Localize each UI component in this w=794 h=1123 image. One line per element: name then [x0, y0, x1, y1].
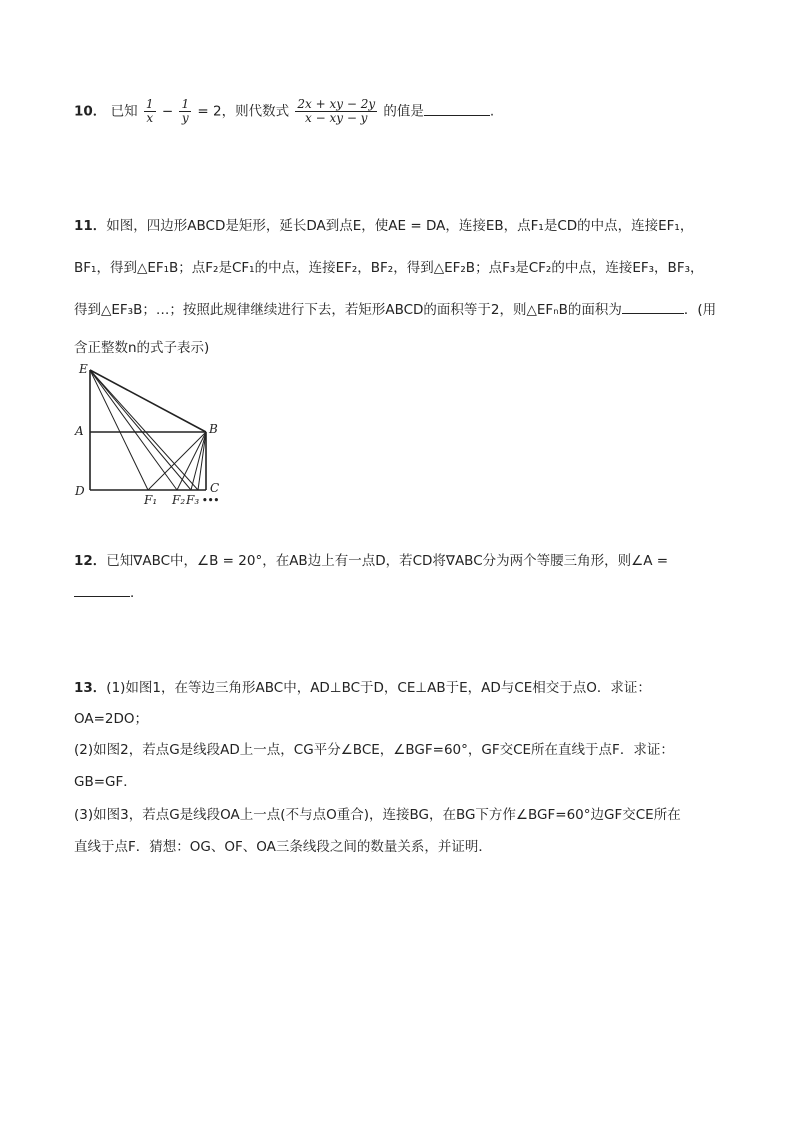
label-c: C: [210, 481, 220, 495]
question-10: [74, 98, 730, 125]
question-number: 12．: [74, 553, 107, 569]
question-number: 11．: [74, 218, 107, 234]
q13-part3: (3)如图3，若点G是线段OA上一点(不与点O重合)，连接BG，在BG下方作∠BGF=60°边GF交CE所在: [74, 807, 681, 823]
answer-blank[interactable]: [74, 596, 130, 597]
label-f1: F₁: [144, 493, 158, 507]
minus-sign: −: [161, 103, 174, 120]
q10-text-1: 已知: [110, 103, 138, 120]
segment-eb: [90, 370, 206, 432]
label-d: D: [75, 484, 85, 498]
q13-line-3: [74, 738, 674, 758]
q13-line-2: [74, 707, 148, 727]
q13-part3-cont: 直线于点F．猜想：OG、OF、OA三条线段之间的数量关系，并证明．: [74, 839, 492, 855]
label-f3: F₃: [186, 493, 200, 507]
q10-end: .: [489, 103, 495, 120]
segment-ef1: [90, 370, 148, 490]
question-number: 10．: [74, 103, 107, 120]
q13-part1-cont: OA=2DO；: [74, 711, 149, 727]
question-number: 13．: [74, 680, 107, 696]
segment-ef4: [90, 370, 198, 490]
q12-text-1: 已知∇ABC中，∠B = 20°，在AB边上有一点D，若CD将∇ABC分为两个等腰三角形，则∠A =: [106, 553, 669, 569]
answer-blank[interactable]: [424, 115, 490, 116]
label-b: B: [209, 422, 218, 436]
algebraic-fraction: $\frac{2x + xy - 2y}{x - xy - y}$: [297, 97, 376, 126]
segment-bf1: [148, 432, 206, 490]
q11-text-1: 如图，四边形ABCD是矩形，延长DA到点E，使AE = DA，连接EB，点F₁是CD的中点，连接EF₁，: [106, 218, 694, 234]
q10-equation-text: = 2，则代数式: [197, 103, 290, 120]
q13-part2: (2)如图2，若点G是线段AD上一点，CG平分∠BCE，∠BGF=60°，GF交CE所在直线于点F．求证：: [74, 742, 674, 758]
q12-end: ．: [130, 585, 144, 601]
q13-line-4: [74, 770, 137, 790]
q12-line-1: [74, 549, 668, 569]
q10-text-2: 的值是: [383, 103, 424, 120]
q13-line-6: [74, 835, 492, 855]
q13-part2-cont: GB=GF．: [74, 774, 137, 790]
q11-text-3: 得到△EF₃B；…；按照此规律继续进行下去，若矩形ABCD的面积等于2，则△EFₙB的面积为: [74, 302, 622, 318]
answer-blank[interactable]: [622, 313, 684, 314]
fraction-1-over-y: $\frac{1}{y}$: [181, 97, 190, 126]
fraction-1-over-x: $\frac{1}{x}$: [145, 97, 154, 126]
q11-line-1: [74, 214, 693, 234]
label-a: A: [75, 424, 84, 438]
q12-line-2: [74, 581, 144, 601]
label-f2: F₂: [172, 493, 186, 507]
q13-part1: (1)如图1，在等边三角形ABC中，AD⊥BC于D，CE⊥AB于E，AD与CE相交于点O．求证：: [106, 680, 651, 696]
q13-line-1: [74, 676, 651, 696]
q11-line-2: [74, 256, 704, 276]
q11-line-4: [74, 336, 209, 356]
segment-bf3: [191, 432, 206, 490]
q11-text-3b: ．(用: [683, 302, 717, 318]
rectangle-figure: [70, 362, 230, 510]
label-e: E: [79, 362, 88, 376]
q11-text-2: BF₁，得到△EF₁B；点F₂是CF₁的中点，连接EF₂，BF₂，得到△EF₂B；点F₃是CF₂的中点，连接EF₃，BF₃，: [74, 260, 704, 276]
segment-ef3: [90, 370, 191, 490]
segment-ef2: [90, 370, 177, 490]
q11-line-3: [74, 298, 716, 318]
q11-text-4: 含正整数n的式子表示): [74, 340, 210, 356]
q13-line-5: [74, 803, 681, 823]
label-dots: •••: [202, 496, 220, 506]
